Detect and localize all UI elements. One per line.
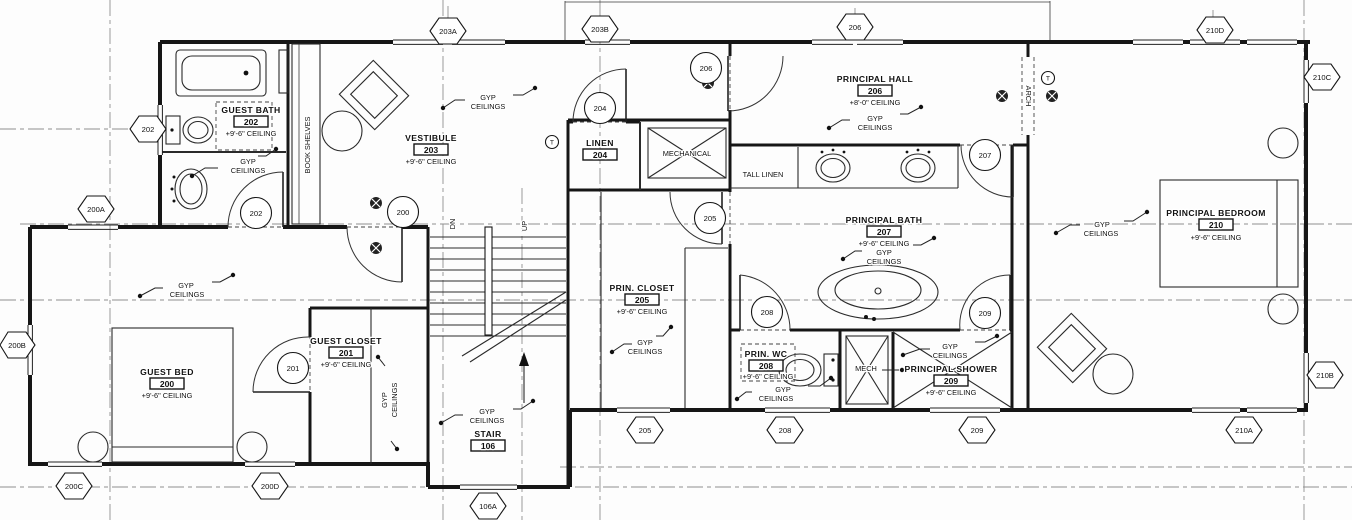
wall-tag-label: 203A	[439, 27, 457, 36]
room-label-prin-closet	[610, 283, 675, 356]
wall-tag-206	[837, 14, 873, 40]
book-shelves-label: BOOK SHELVES	[303, 116, 312, 174]
ceilings-label: CEILINGS	[1083, 229, 1119, 238]
wall-tag-label: 210A	[1235, 426, 1253, 435]
gyp-label: GYP	[380, 392, 389, 408]
room-ceiling: +9'-6" CEILING	[320, 360, 372, 369]
room-name: VESTIBULE	[405, 133, 457, 143]
ceilings-label: CEILINGS	[627, 347, 663, 356]
room-name: PRINCIPAL BATH	[845, 215, 923, 225]
room-number: 202	[243, 117, 259, 127]
room-ceiling: +9'-6" CEILING	[858, 239, 910, 248]
gyp-label: GYP	[637, 338, 653, 347]
door-tag-label: 206	[699, 64, 713, 73]
thermostat-label: T	[1045, 75, 1051, 83]
room-name: PRINCIPAL BEDROOM	[1166, 208, 1266, 218]
room-ceiling: +9'-6" CEILING	[616, 307, 668, 316]
wall-tag-label: 206	[848, 23, 862, 32]
ceilings-label: CEILINGS	[857, 123, 893, 132]
wall-tag-label: 210D	[1205, 26, 1225, 35]
arch-label: ARCH	[1024, 85, 1033, 107]
tall-linen-label: TALL LINEN	[742, 170, 784, 179]
wall-tag-label: 200B	[8, 341, 26, 350]
room-label-principal-hall	[837, 74, 913, 132]
room-name: GUEST BATH	[221, 105, 281, 115]
gyp-label: GYP	[240, 157, 256, 166]
wall-tag-106A	[470, 493, 506, 519]
room-name: PRIN. CLOSET	[609, 283, 675, 293]
room-ceiling: +9'-6" CEILING	[225, 129, 277, 138]
wall-tag-200D	[252, 473, 288, 499]
room-name: PRINCIPAL SHOWER	[904, 364, 998, 374]
gyp-label: GYP	[479, 407, 495, 416]
wall-tag-label: 205	[638, 426, 652, 435]
room-ceiling: +9'-6" CEILING	[1190, 233, 1242, 242]
wall-tag-210C	[1304, 64, 1340, 90]
room-name: STAIR	[474, 429, 502, 439]
door-tag-209	[970, 298, 1001, 329]
wall-tag-label: 203B	[591, 25, 609, 34]
door-tag-label: 204	[593, 104, 607, 113]
wall-tag-202	[130, 116, 166, 142]
room-ceiling: +9'-6" CEILING	[742, 372, 794, 381]
mech-label: MECH	[855, 364, 877, 373]
room-number: 106	[480, 441, 496, 451]
door-tag-205	[695, 203, 726, 234]
roof-outline	[565, 1, 1050, 42]
room-label-prin-wc	[743, 349, 794, 403]
guest-toilet	[166, 116, 213, 144]
vestibule-table	[322, 111, 362, 151]
wall-tag-208	[767, 417, 803, 443]
room-label-vestibule	[405, 133, 457, 166]
room-number: 200	[159, 379, 175, 389]
door-tag-208	[752, 297, 783, 328]
thermostat-icon	[546, 72, 1055, 149]
room-number: 204	[592, 150, 608, 160]
gyp-label: GYP	[775, 385, 791, 394]
room-number: 201	[338, 348, 354, 358]
stair-rail	[485, 227, 492, 335]
gyp-label: GYP	[867, 114, 883, 123]
vestibule-chair	[339, 60, 408, 129]
wall-tag-200B	[0, 332, 35, 358]
ceilings-label: CEILINGS	[169, 290, 205, 299]
gyp-label: GYP	[178, 281, 194, 290]
door-tag-label: 207	[978, 151, 992, 160]
room-number: 210	[1208, 220, 1224, 230]
wall-tag-label: 200D	[260, 482, 280, 491]
wall-tag-209	[959, 417, 995, 443]
gyp-label: GYP	[480, 93, 496, 102]
gyp-label: GYP	[942, 342, 958, 351]
dn-label: DN	[448, 218, 457, 230]
ceilings-label: CEILINGS	[932, 351, 968, 360]
gyp-callouts	[170, 93, 506, 299]
door-tag-202	[241, 198, 272, 229]
door-tag-204	[585, 93, 616, 124]
room-number: 209	[943, 376, 959, 386]
door-tag-201	[278, 353, 309, 384]
stair	[430, 227, 566, 403]
ceilings-label: CEILINGS	[758, 394, 794, 403]
windows	[28, 40, 1308, 489]
wall-tag-203B	[582, 16, 618, 42]
ceilings-label: CEILINGS	[866, 257, 902, 266]
wall-tag-label: 209	[970, 426, 984, 435]
gyp-label: GYP	[1094, 220, 1110, 229]
ceilings-label: CEILINGS	[469, 416, 505, 425]
door-tag-label: 205	[703, 214, 717, 223]
ceilings-label: CEILINGS	[390, 382, 399, 418]
room-number: 203	[423, 145, 439, 155]
wall-tag-200C	[56, 473, 92, 499]
wall-tag-label: 200A	[87, 205, 105, 214]
room-number: 206	[867, 86, 883, 96]
door-tag-label: 208	[760, 308, 774, 317]
room-label-principal-bath	[846, 215, 923, 266]
bedroom-chair	[1037, 313, 1106, 382]
leader-lines	[138, 86, 1149, 451]
wall-tag-200A	[78, 196, 114, 222]
wall-tag-210B	[1307, 362, 1343, 388]
gyp-label: GYP	[876, 248, 892, 257]
vanity-sinks	[816, 149, 935, 182]
thermostat-label: T	[549, 139, 555, 147]
room-label-principal-bedroom	[1084, 208, 1266, 242]
room-name: LINEN	[586, 138, 614, 148]
freestanding-tub	[818, 265, 938, 321]
door-tag-label: 209	[978, 309, 992, 318]
wall-tag-label: 200C	[64, 482, 84, 491]
room-label-guest-bath	[221, 105, 280, 138]
room-ceiling: +9'-6" CEILING	[925, 388, 977, 397]
room-ceiling: +9'-6" CEILING	[141, 391, 193, 400]
up-label: UP	[520, 220, 529, 232]
guest-tub	[176, 50, 266, 96]
wall-tag-label: 210B	[1316, 371, 1334, 380]
room-number: 205	[634, 295, 650, 305]
door-tag-label: 200	[396, 208, 410, 217]
guest-sink	[171, 169, 208, 209]
room-label-linen	[583, 138, 617, 160]
room-label-guest-bed	[140, 367, 194, 400]
room-number: 208	[758, 361, 774, 371]
room-ceiling: +9'-6" CEILING	[405, 157, 457, 166]
wall-tag-210A	[1226, 417, 1262, 443]
room-label-stair	[470, 407, 505, 451]
bedroom-table	[1093, 354, 1133, 394]
wall-tag-label: 210C	[1312, 73, 1332, 82]
door-tag-label: 201	[286, 364, 300, 373]
door-tag-206	[691, 53, 722, 84]
room-ceiling: +8'-0" CEILING	[849, 98, 901, 107]
wall-tag-label: 202	[141, 125, 155, 134]
wall-tag-label: 208	[778, 426, 792, 435]
ceilings-label: CEILINGS	[230, 166, 266, 175]
door-tag-207	[970, 140, 1001, 171]
ceilings-label: CEILINGS	[470, 102, 506, 111]
wall-tag-210D	[1197, 17, 1233, 43]
room-name: PRIN. WC	[744, 349, 788, 359]
door-tag-label: 202	[249, 209, 263, 218]
mechanical-label: MECHANICAL	[662, 149, 712, 158]
room-name: GUEST BED	[140, 367, 194, 377]
room-name: GUEST CLOSET	[310, 336, 382, 346]
wall-tag-205	[627, 417, 663, 443]
wall-tag-label: 106A	[479, 502, 497, 511]
door-tag-200	[388, 197, 419, 228]
room-number: 207	[876, 227, 892, 237]
room-name: PRINCIPAL HALL	[836, 74, 914, 84]
